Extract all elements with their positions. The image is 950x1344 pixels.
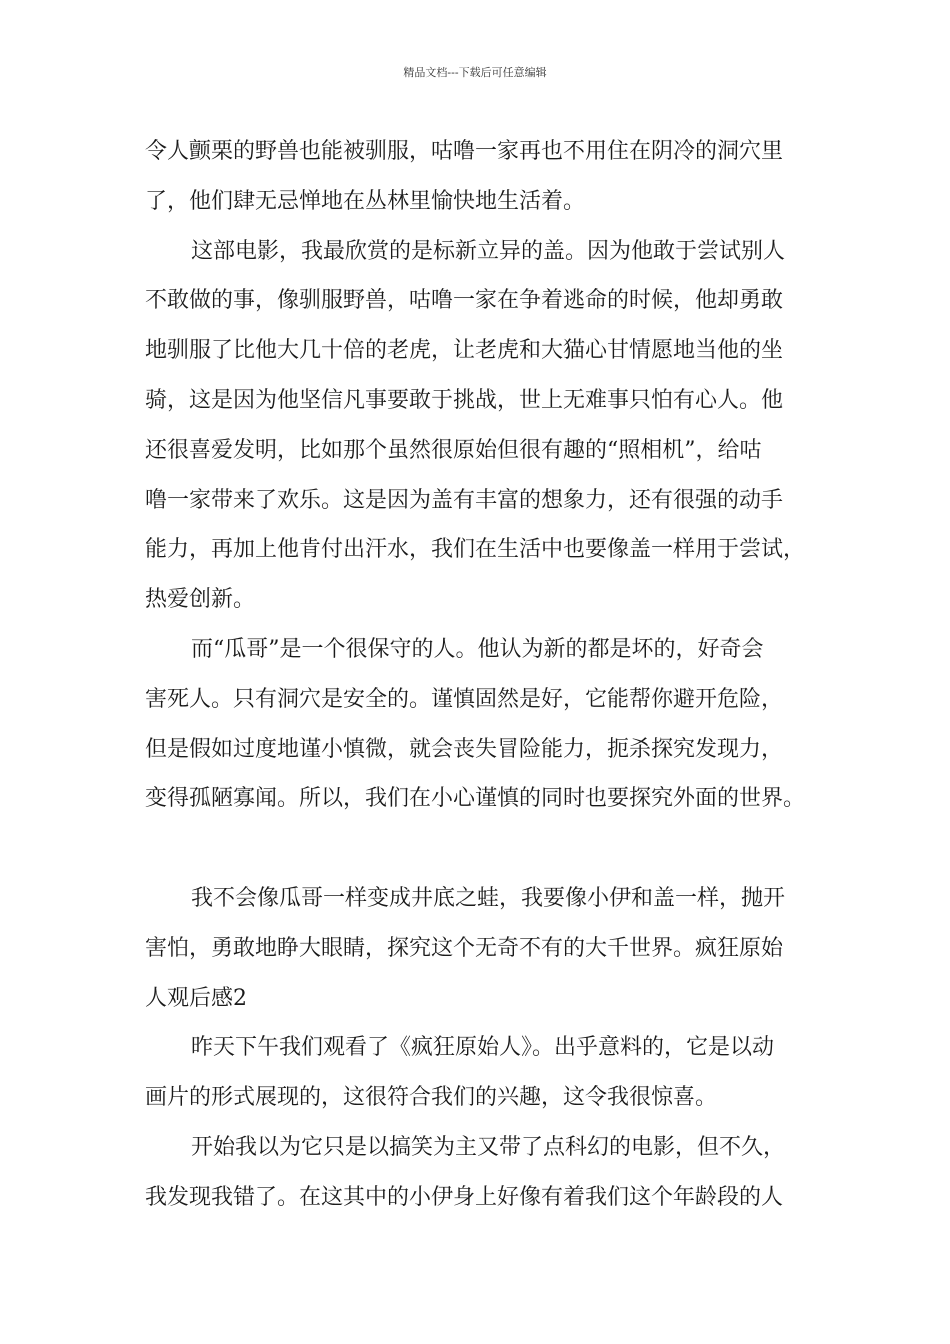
text-line: 我发现我错了。在这其中的小伊身上好像有着我们这个年龄段的人: [145, 1184, 784, 1210]
text-line: 昨天下午我们观看了《疯狂原始人》。出乎意料的，它是以动: [191, 1035, 775, 1061]
text-line: 不敢做的事，像驯服野兽，咕噜一家在争着逃命的时候，他却勇敢: [145, 288, 784, 314]
page-header: 精品文档---下载后可任意编辑: [403, 66, 547, 79]
text-line: 热爱创新。: [145, 587, 256, 613]
text-line: 能力，再加上他肯付出汗水，我们在生活中也要像盖一样用于尝试，: [145, 537, 806, 563]
paragraph-gap: [145, 824, 805, 874]
text-line: 这部电影，我最欣赏的是标新立异的盖。因为他敢于尝试别人: [191, 238, 786, 264]
text-line: 噜一家带来了欢乐。这是因为盖有丰富的想象力，还有很强的动手: [145, 487, 784, 513]
text-line: 害怕，勇敢地睁大眼睛，探究这个无奇不有的大千世界。疯狂原始: [145, 935, 784, 961]
text-line: 但是假如过度地谨小慎微，就会丧失冒险能力，扼杀探究发现力，: [145, 736, 784, 762]
text-line: 令人颤栗的野兽也能被驯服，咕噜一家再也不用住在阴冷的洞穴里: [145, 139, 784, 164]
text-line: 而“瓜哥”是一个很保守的人。他认为新的都是坏的，好奇会: [191, 636, 764, 662]
text-line: 地驯服了比他大几十倍的老虎，让老虎和大猫心甘情愿地当他的坐: [145, 338, 784, 364]
text-line: 变得孤陋寡闻。所以，我们在小心谨慎的同时也要探究外面的世界。: [145, 786, 806, 812]
text-line: 开始我以为它只是以搞笑为主又带了点科幻的电影，但不久，: [191, 1134, 786, 1160]
document-body: [145, 127, 805, 1223]
text-line: 了，他们肆无忌惮地在丛林里愉快地生活着。: [145, 188, 586, 214]
text-line: 画片的形式展现的，这很符合我们的兴趣，这令我很惊喜。: [145, 1085, 718, 1111]
text-line: 还很喜爱发明，比如那个虽然很原始但很有趣的“照相机”，给咕: [145, 437, 762, 463]
text-line: 骑，这是因为他坚信凡事要敢于挑战，世上无难事只怕有心人。他: [145, 387, 784, 413]
text-line: 人观后感2: [145, 985, 247, 1011]
text-line: 害死人。只有洞穴是安全的。谨慎固然是好，它能帮你避开危险，: [145, 686, 784, 712]
text-line: 我不会像瓜哥一样变成井底之蛙，我要像小伊和盖一样，抛开: [191, 885, 786, 911]
